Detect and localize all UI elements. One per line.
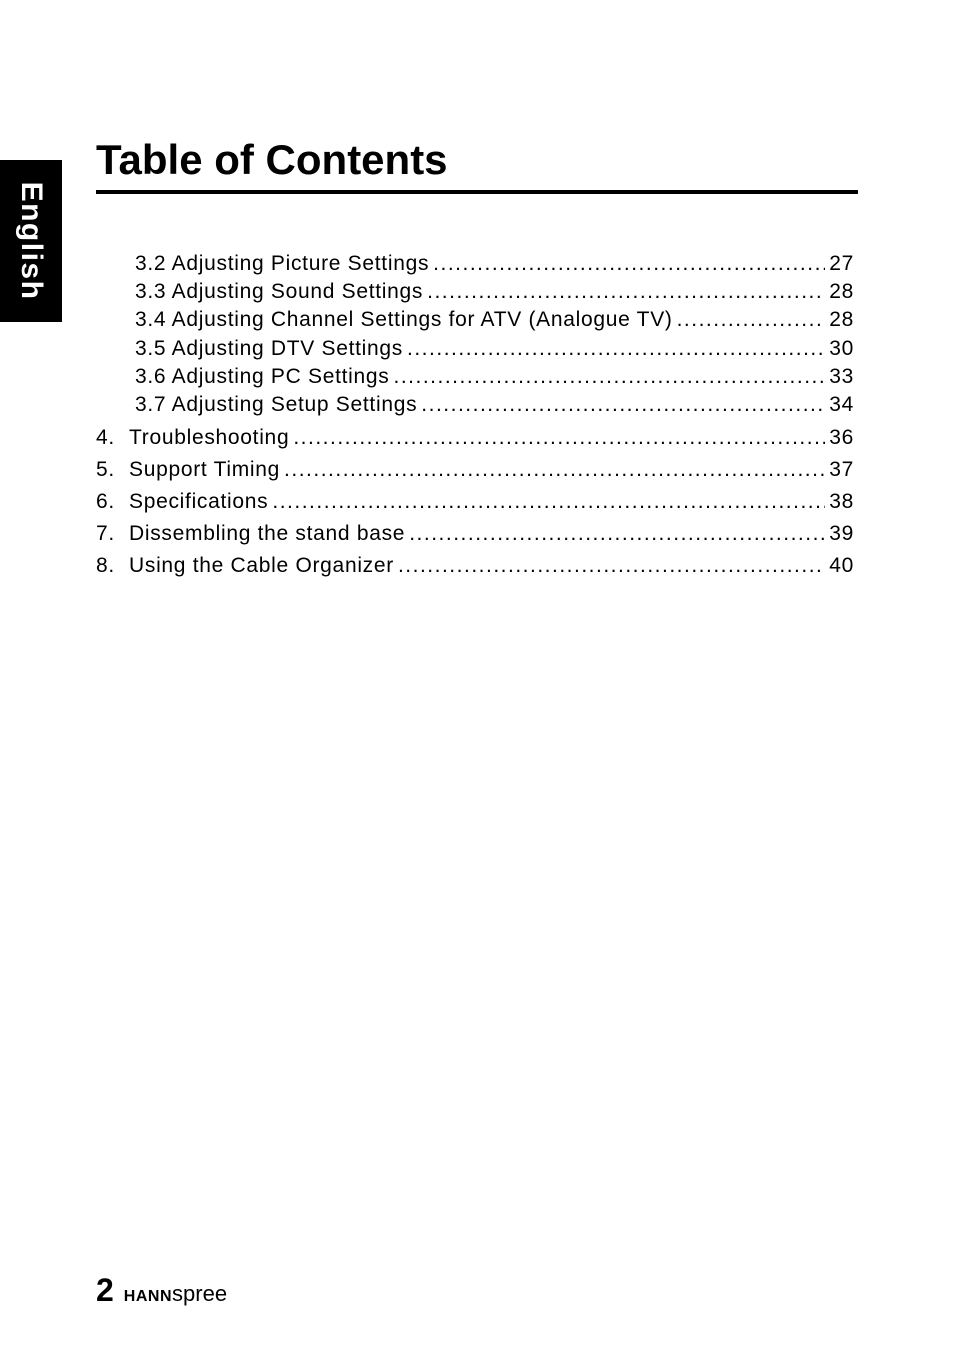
- toc-entry-number: 4.: [96, 426, 115, 449]
- toc-entry-number: 8.: [96, 554, 115, 577]
- toc-leader-dots: [272, 488, 825, 516]
- toc-leader-dots: [407, 335, 825, 363]
- toc-leader-dots: [421, 391, 825, 419]
- toc-entry-8[interactable]: [96, 552, 854, 580]
- toc-entry-3-6[interactable]: [135, 363, 854, 391]
- page-title: Table of Contents: [96, 136, 448, 183]
- toc-entry-page: 28: [829, 308, 854, 331]
- toc-entry-page: 38: [829, 490, 854, 513]
- toc-leader-dots: [677, 306, 826, 334]
- toc-entry-page: 34: [829, 393, 854, 416]
- page-footer: [96, 1270, 227, 1310]
- toc-entry-label: 3.7 Adjusting Setup Settings: [135, 393, 418, 416]
- toc-entry-number: 5.: [96, 458, 115, 481]
- toc-leader-dots: [433, 250, 825, 278]
- toc-entry-page: 33: [829, 365, 854, 388]
- table-of-contents: [0, 0, 954, 600]
- toc-entry-7[interactable]: [96, 520, 854, 548]
- toc-entry-label: 3.4 Adjusting Channel Settings for ATV (Analogue TV): [135, 308, 673, 331]
- toc-entry-4[interactable]: [96, 424, 854, 452]
- toc-leader-dots: [409, 520, 825, 548]
- language-tab-label: English: [15, 181, 48, 301]
- toc-entry-page: 40: [829, 554, 854, 577]
- toc-leader-dots: [427, 278, 825, 306]
- toc-leader-dots: [398, 552, 825, 580]
- toc-entry-label: Troubleshooting: [129, 426, 290, 449]
- page-number: 2: [96, 1272, 114, 1308]
- toc-entry-number: 7.: [96, 522, 115, 545]
- toc-entry-3-2[interactable]: [135, 250, 854, 278]
- toc-entry-3-4[interactable]: [135, 306, 854, 334]
- toc-entry-page: 27: [829, 252, 854, 275]
- toc-entry-page: 39: [829, 522, 854, 545]
- toc-entry-number: 6.: [96, 490, 115, 513]
- toc-entry-label: Dissembling the stand base: [129, 522, 406, 545]
- toc-entry-page: 37: [829, 458, 854, 481]
- toc-entry-label: Using the Cable Organizer: [129, 554, 394, 577]
- toc-entry-label: 3.2 Adjusting Picture Settings: [135, 252, 430, 275]
- brand-logo-regular: spree: [172, 1281, 228, 1306]
- toc-leader-dots: [293, 424, 825, 452]
- toc-entry-page: 30: [829, 337, 854, 360]
- toc-leader-dots: [284, 456, 825, 484]
- toc-entry-label: 3.6 Adjusting PC Settings: [135, 365, 390, 388]
- toc-entry-3-5[interactable]: [135, 335, 854, 363]
- toc-entry-label: Specifications: [129, 490, 269, 513]
- toc-entry-3-3[interactable]: [135, 278, 854, 306]
- toc-leader-dots: [393, 363, 825, 391]
- toc-entry-label: Support Timing: [129, 458, 281, 481]
- brand-logo-bold: HANN: [123, 1288, 173, 1305]
- toc-entry-label: 3.5 Adjusting DTV Settings: [135, 337, 404, 360]
- toc-entry-6[interactable]: [96, 488, 854, 516]
- toc-entry-label: 3.3 Adjusting Sound Settings: [135, 280, 424, 303]
- toc-entry-5[interactable]: [96, 456, 854, 484]
- brand-logo: [124, 1274, 227, 1317]
- toc-entry-3-7[interactable]: [135, 391, 854, 419]
- toc-entry-page: 28: [829, 280, 854, 303]
- toc-entry-page: 36: [829, 426, 854, 449]
